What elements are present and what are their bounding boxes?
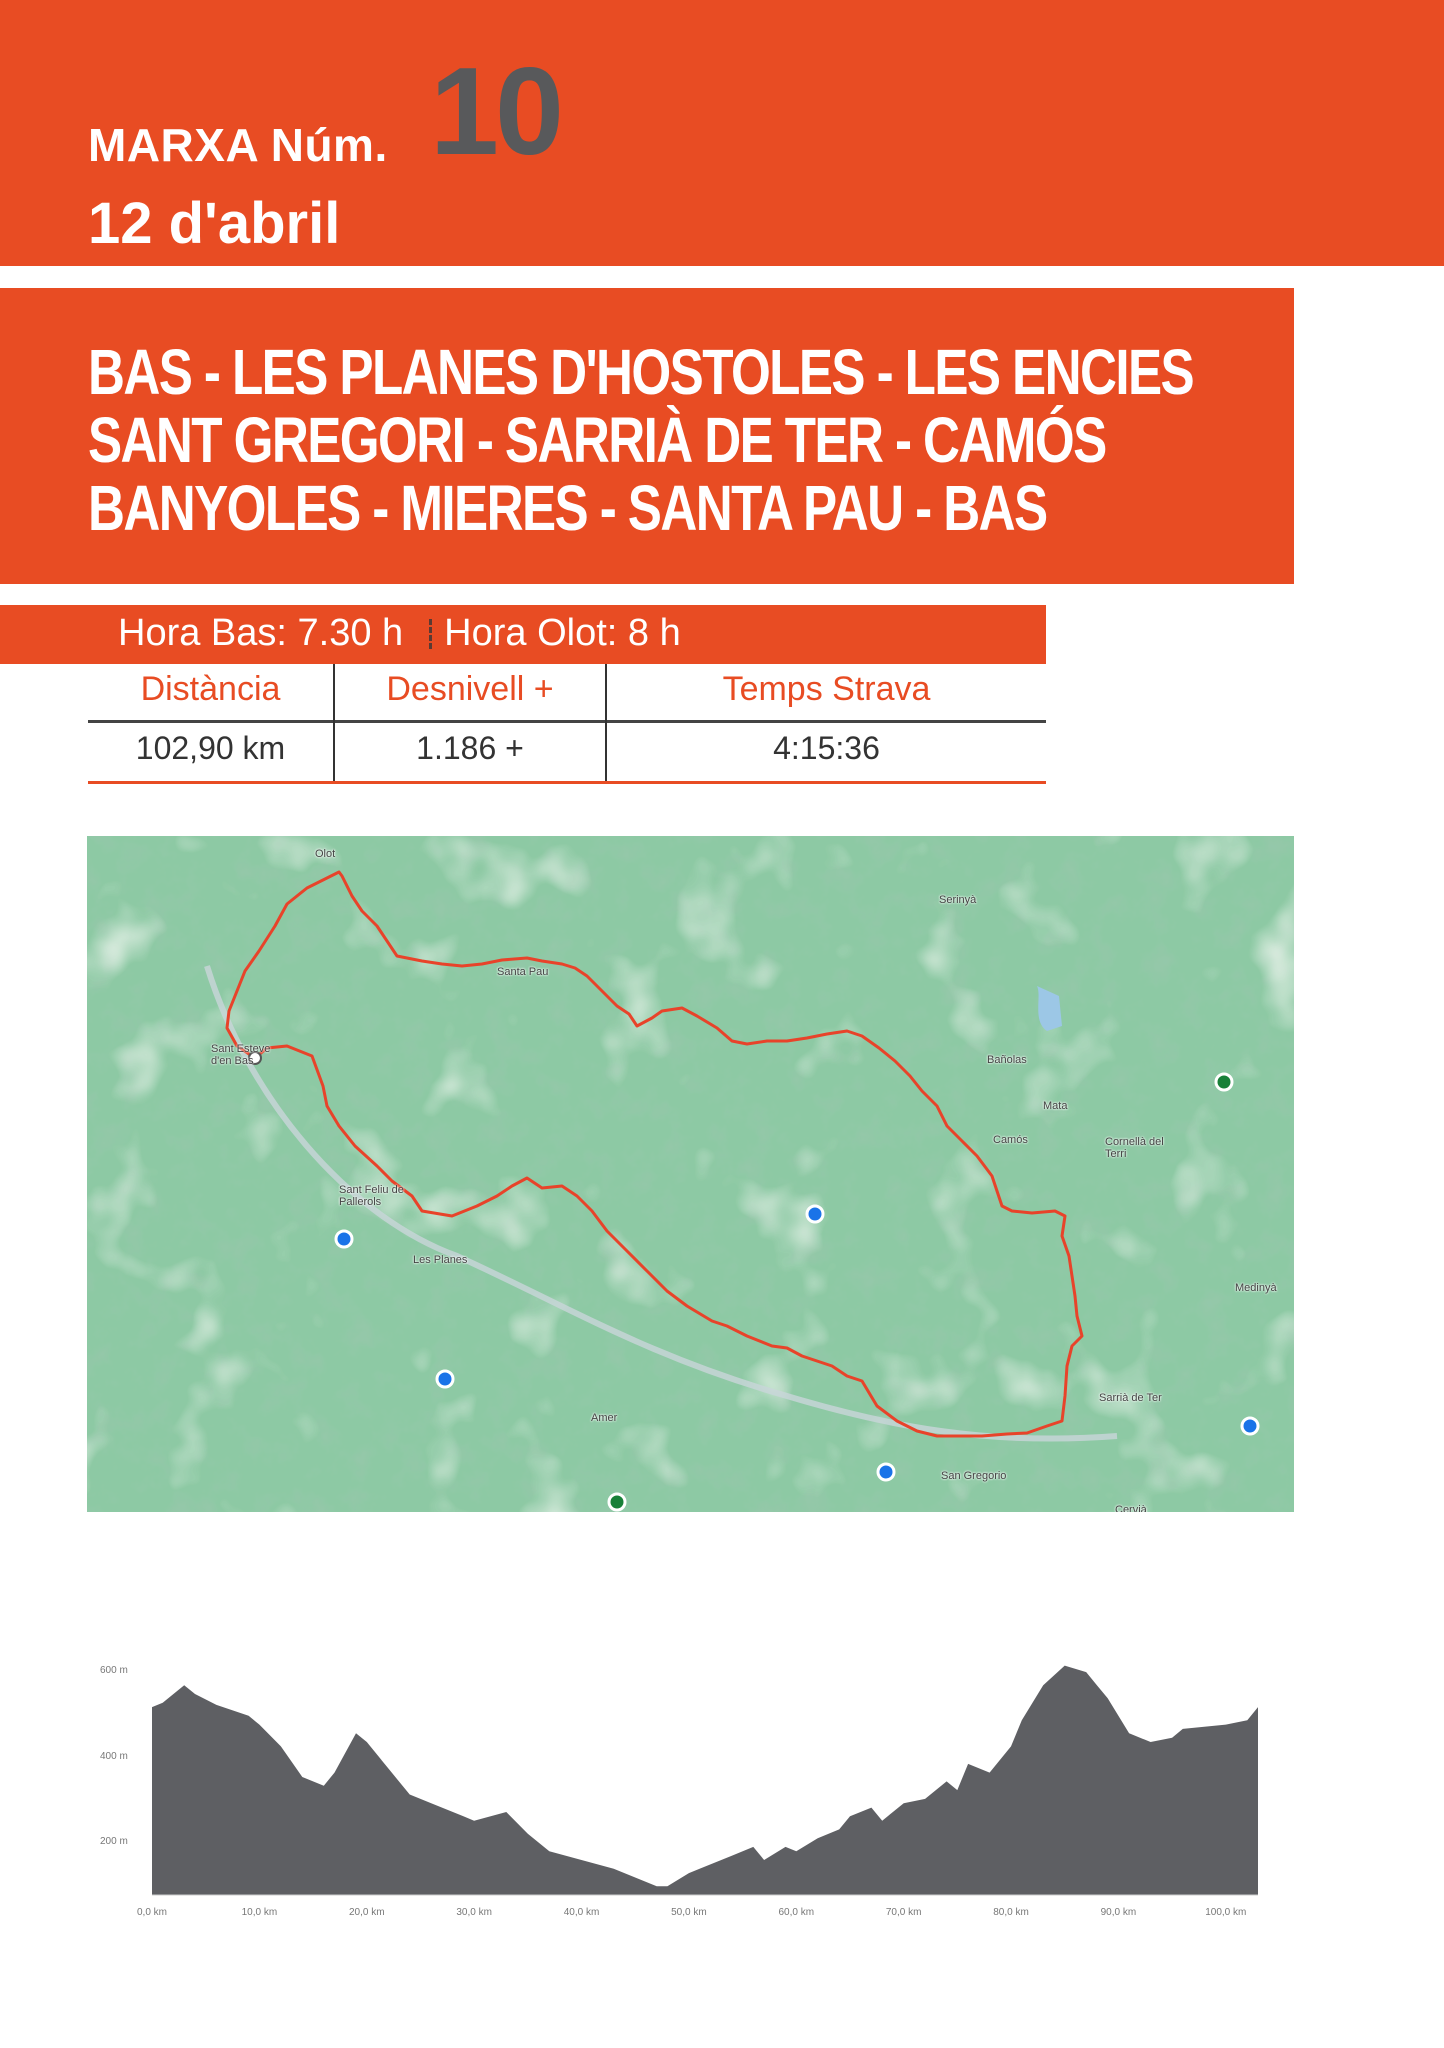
map-pin-icon[interactable] xyxy=(878,1464,894,1480)
map-label-cornella: Cornellà del Terri xyxy=(1105,1136,1164,1160)
map-label-cervia: Cervià xyxy=(1115,1504,1147,1512)
y-tick-600: 600 m xyxy=(100,1665,128,1676)
x-tick-label: 10,0 km xyxy=(241,1907,278,1918)
hour-olot: Hora Olot: 8 h xyxy=(444,612,681,654)
route-map[interactable] xyxy=(87,836,1294,1512)
march-label: MARXA Núm. xyxy=(88,119,388,171)
x-tick-label: 70,0 km xyxy=(885,1907,922,1918)
x-tick-label: 100,0 km xyxy=(1205,1907,1247,1918)
x-tick-label: 80,0 km xyxy=(993,1907,1029,1918)
elevation-profile-canvas xyxy=(100,1655,1270,1925)
stats-column-divider xyxy=(333,664,335,784)
map-label-banolas: Bañolas xyxy=(987,1054,1027,1066)
stats-bottom-rule xyxy=(88,781,1046,784)
y-tick-400: 400 m xyxy=(100,1751,128,1762)
map-pin-icon[interactable] xyxy=(807,1206,823,1222)
stat-header-distance: Distància xyxy=(140,670,281,708)
park-pin-icon[interactable] xyxy=(1216,1074,1232,1090)
stat-value-distance: 102,90 km xyxy=(135,730,286,766)
hours-separator xyxy=(429,619,434,649)
route-title-line-1: BAS - LES PLANES D'HOSTOLES - LES ENCIES xyxy=(88,336,1194,408)
map-label-sant-esteve: Sant Esteve d'en Bas xyxy=(211,1043,271,1067)
stat-value-time: 4:15:36 xyxy=(773,730,880,766)
stat-value-elevation: 1.186 + xyxy=(416,730,524,766)
elevation-profile-chart xyxy=(100,1655,1270,1925)
map-label-santa-pau: Santa Pau xyxy=(497,966,549,978)
map-label-sant-feliu: Sant Feliu de Pallerols xyxy=(339,1184,404,1208)
stats-column-divider xyxy=(605,664,607,784)
route-title-line-3: BANYOLES - MIERES - SANTA PAU - BAS xyxy=(88,472,1047,544)
map-label-amer: Amer xyxy=(591,1412,618,1424)
x-tick-label: 60,0 km xyxy=(778,1907,815,1918)
y-tick-200: 200 m xyxy=(100,1836,128,1847)
map-label-sarria-de-ter: Sarrià de Ter xyxy=(1099,1392,1162,1404)
x-tick-label: 40,0 km xyxy=(563,1907,600,1918)
park-pin-icon[interactable] xyxy=(609,1494,625,1510)
map-label-les-planes: Les Planes xyxy=(413,1254,468,1266)
map-label-san-gregorio: San Gregorio xyxy=(941,1470,1007,1482)
x-tick-label: 50,0 km xyxy=(671,1907,707,1918)
start-hours xyxy=(118,612,681,655)
x-tick-label: 20,0 km xyxy=(348,1907,385,1918)
march-date: 12 d'abril xyxy=(88,191,341,256)
route-map-canvas xyxy=(87,836,1294,1512)
stat-header-time: Temps Strava xyxy=(722,670,931,708)
hour-bas: Hora Bas: 7.30 h xyxy=(118,612,404,654)
x-tick-label: 30,0 km xyxy=(456,1907,492,1918)
map-label-serinya: Serinyà xyxy=(939,894,977,906)
map-label-olot: Olot xyxy=(315,848,336,860)
elevation-area xyxy=(152,1666,1258,1895)
map-label-camos: Camós xyxy=(993,1134,1028,1146)
stats-table xyxy=(88,664,1046,788)
stat-header-elevation: Desnivell + xyxy=(386,670,554,708)
x-tick-label: 90,0 km xyxy=(1100,1907,1137,1918)
map-label-mata: Mata xyxy=(1043,1100,1068,1112)
map-pin-icon[interactable] xyxy=(1242,1418,1258,1434)
route-title-line-2: SANT GREGORI - SARRIÀ DE TER - CAMÓS xyxy=(88,404,1106,476)
x-tick-label: 0,0 km xyxy=(136,1907,168,1918)
map-pin-icon[interactable] xyxy=(336,1231,352,1247)
map-pin-icon[interactable] xyxy=(437,1371,453,1387)
march-number: 10 xyxy=(430,43,560,181)
map-label-medinya: Medinyà xyxy=(1235,1282,1277,1294)
stats-divider xyxy=(88,720,1046,723)
